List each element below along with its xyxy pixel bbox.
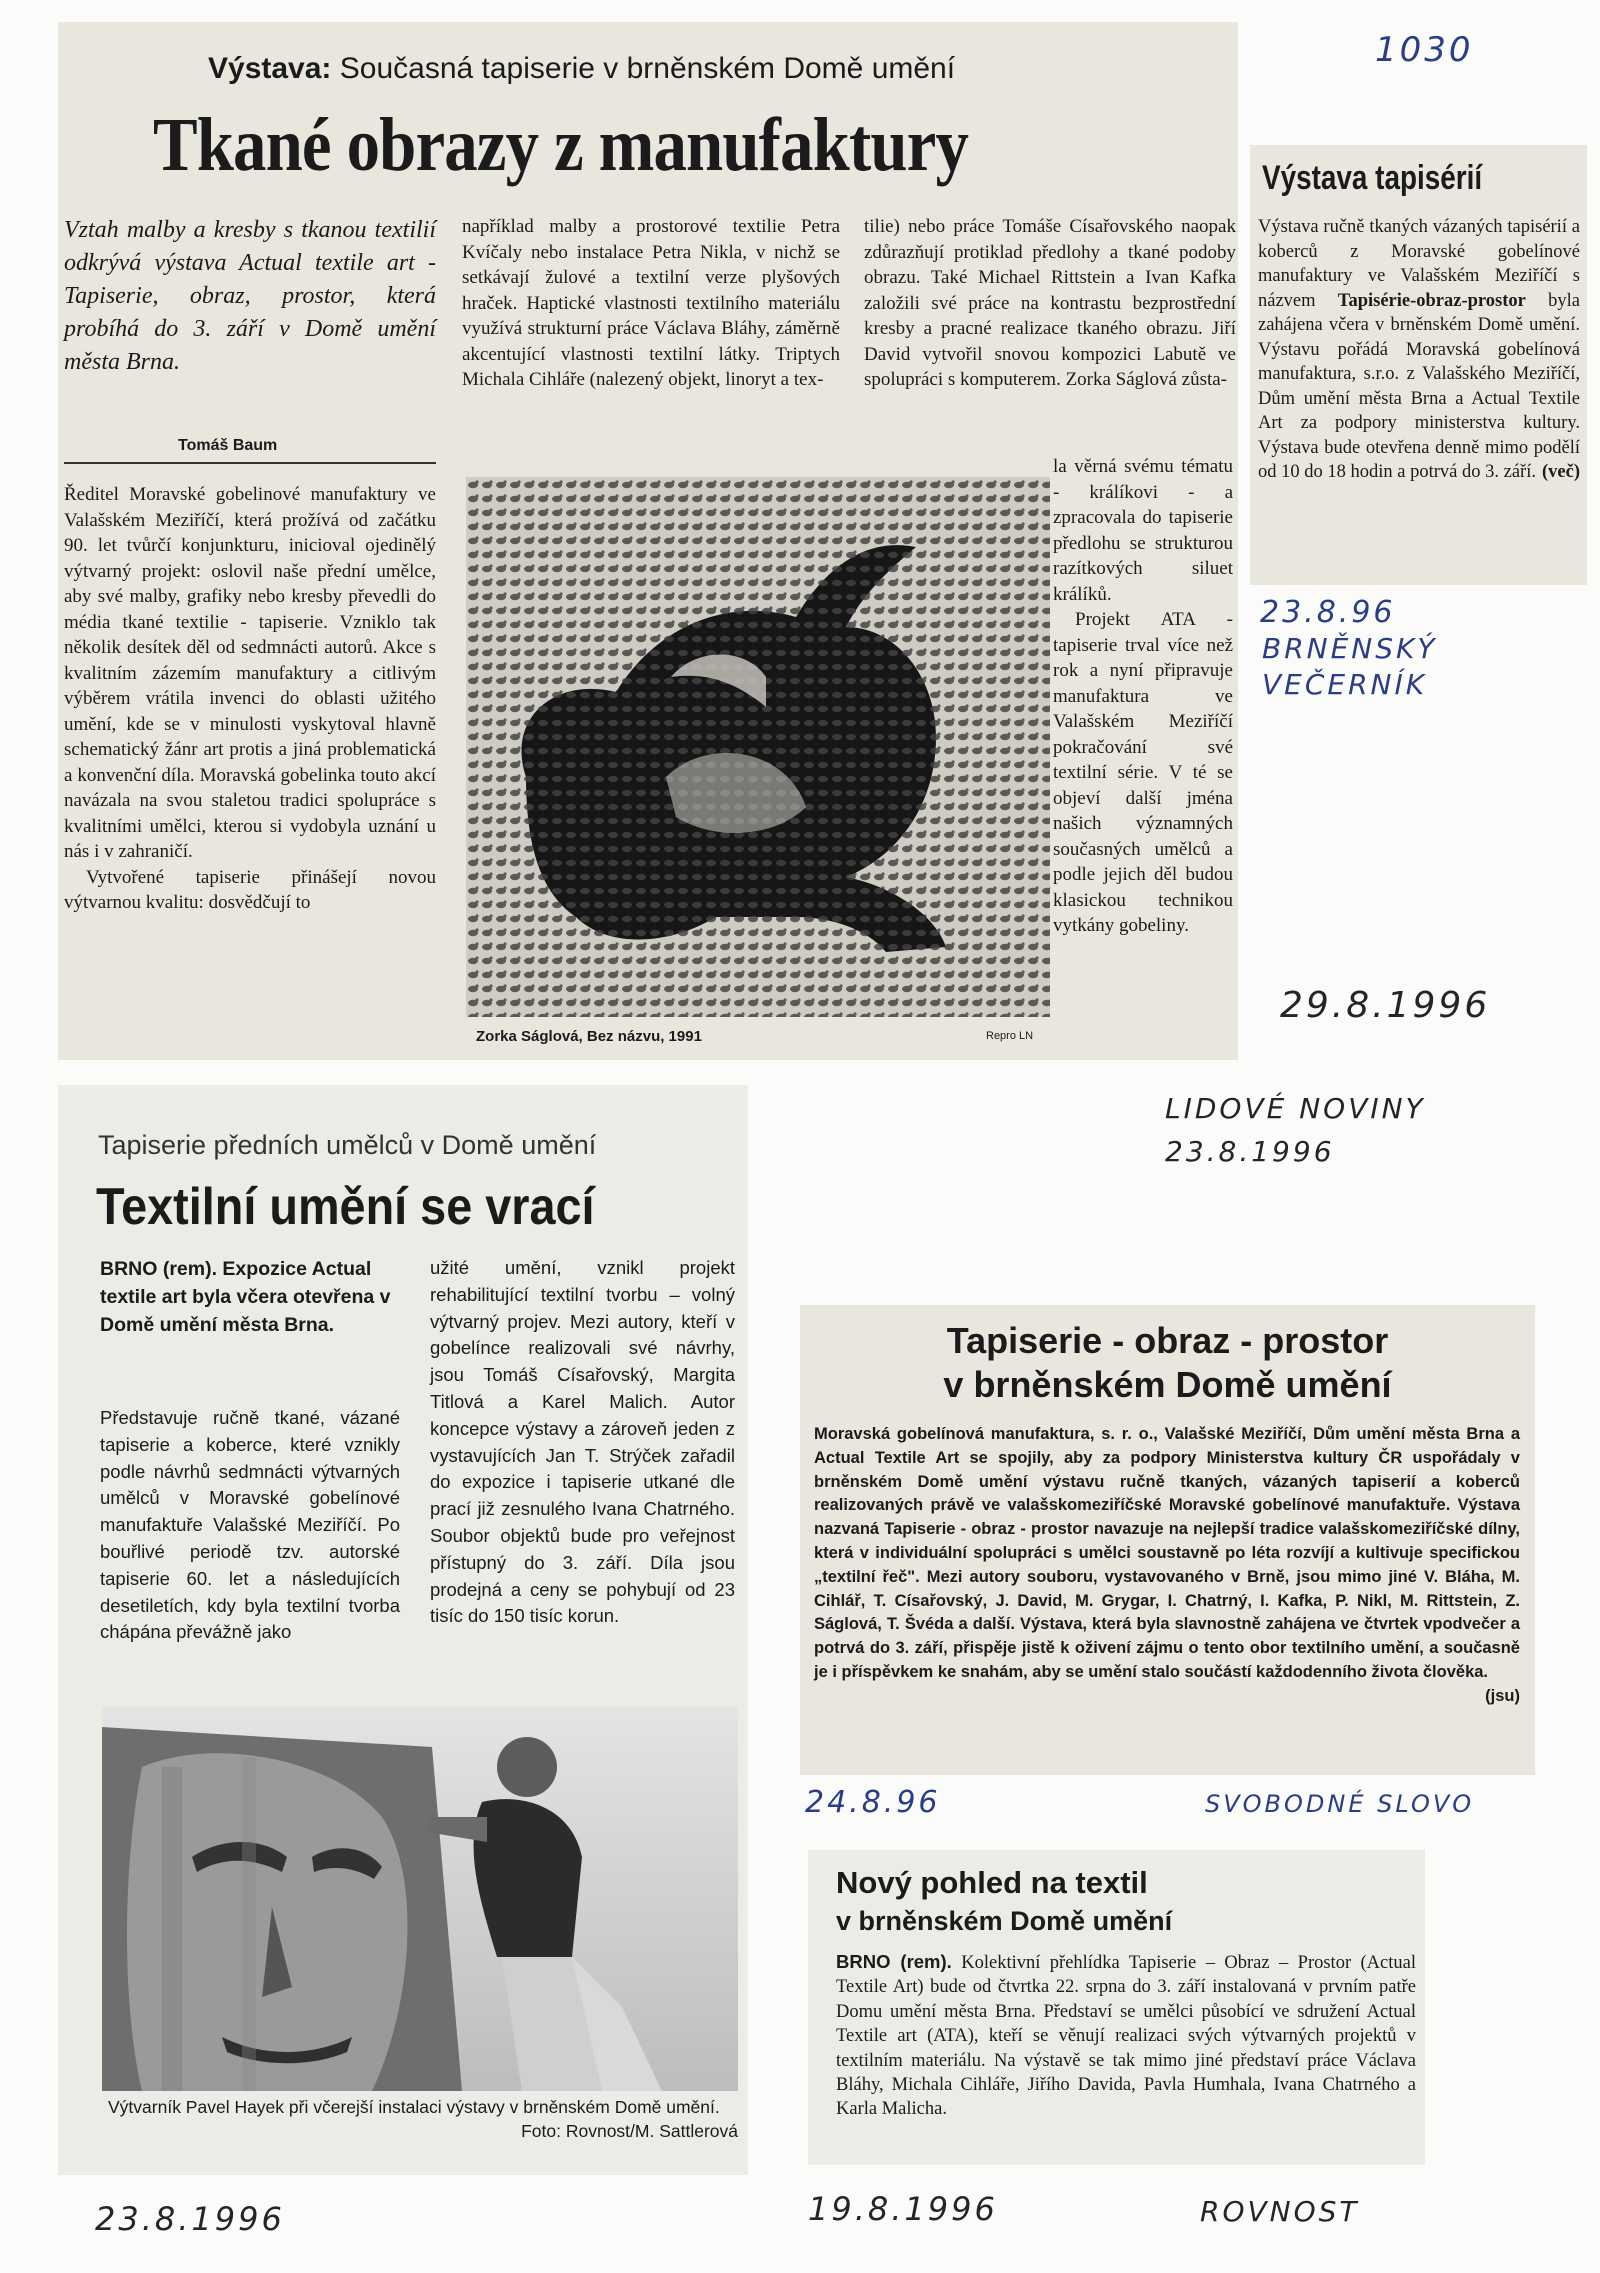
photo-caption: Výtvarník Pavel Hayek při včerejší instalaci výstavy v brněnském Domě umění. Foto: Rovnost/M. Sattlerová — [108, 2097, 738, 2141]
image-caption: Zorka Ságlová, Bez názvu, 1991 — [476, 1028, 702, 1045]
handwritten-source-note: ROVNOST — [1200, 2195, 1360, 2228]
article-tapiserie-obraz-prostor — [800, 1305, 1535, 1775]
article-headline: Nový pohled na textil v brněnském Domě umění — [836, 1865, 1173, 1936]
image-credit: Repro LN — [986, 1030, 1034, 1042]
article-tkane-obrazy — [58, 22, 1238, 1060]
article-body: Moravská gobelínová manufaktura, s. r. o., Valašské Meziříčí, Dům umění města Brna a Actual Textile Art se spojily, aby za podpory Ministerstva kultury ČR uspořádaly v brněnském Domě umění výstavu ručně tkaných, vázaných tapiserií a koberců realizovaných právě ve valašskomeziříčské Moravské gobelínové manufaktuře. Výstava nazvaná Tapiserie - obraz - prostor navazuje na nejlepší tradice valašskomeziříčské dílny, která v individuální spolupráci s umělci soustavně po léta rozvíjí a kultivuje specifickou „textilní řeč". Mezi autory souboru, vystavovaného v Brně, jsou mimo jiné V. Bláha, M. Cihlář, T. Císařovský, J. David, M. Grygar, I. Chatrný, I. Kafka, P. Nikl, M. Rittstein, Z. Ságlová, T. Švéda a další. Výstava, která byla slavnostně zahájena ve čtvrtek vpodvečer a potrvá do 3. září, přispěje jistě k oživení zájmu o tento obor textilního umění, a současně je i příspěvkem ke snahám, aby se umění stalo součástí každodenního života člověka. (jsu) — [814, 1425, 1520, 1705]
handwritten-source-note: VEČERNÍK — [1262, 668, 1428, 701]
article-body: BRNO (rem). Kolektivní přehlídka Tapiserie – Obraz – Prostor (Actual Textile Art) bude od čtvrtka 22. srpna do 3. září instalovaná v prvním patře Domu umění města Brna. Představí se umělci působící ve sdružení Actual Textile art (ATA), kteří se věnují realizaci svých výtvarných projektů v textilním materiálu. Na výstavě se tak mimo jiné představí práce Václava Bláhy, Michala Cihláře, Jiřího Davida, Pavla Humhala, Ivana Chatrného a Karla Malicha. — [836, 1951, 1416, 2120]
article-textilni-umeni — [58, 1085, 748, 2175]
handwritten-date-note: 23.8.96 — [1260, 595, 1396, 630]
handwritten-source-note: LIDOVÉ NOVINY — [1165, 1092, 1426, 1125]
article-column-2: užité umění, vznikl projekt rehabilitující textilní tvorbu – volný výtvarný projev. Mezi autory, kteří v gobelínce realizovali své návrhy, jsou Tomáš Císařovský, Margita Titlová a Karel Malich. Autor koncepce výstavy a zároveň jeden z vystavujících Jan T. Strýček zařadil do expozice i tapiserie utkané dle prací již zesnulého Ivana Chatrného. Soubor objektů bude pro veřejnost přístupný do 3. září. Díla jsou prodejná a ceny se pohybují od 23 tisíc do 150 tisíc korun. — [430, 1257, 735, 1627]
article-lead: BRNO (rem). Expozice Actual textile art byla včera otevřena v Domě umění města Brna. — [100, 1258, 391, 1336]
handwritten-date-note: 23.8.1996 — [1165, 1135, 1335, 1168]
handwritten-date-note: 24.8.96 — [805, 1785, 941, 1820]
article-headline: Tkané obrazy z manufaktury — [153, 103, 969, 187]
article-column-1: Představuje ručně tkané, vázané tapiserie a koberce, které vznikly podle návrhů sedmnácti výtvarných umělců v Moravské gobelínové manufaktuře Valašské Meziříčí. Po bouřlivé periodě tzv. autorské tapiserie 60. let a následujících desetiletích, kdy byla textilní tvorba chápána převážně jako — [100, 1407, 400, 1643]
page-number-note: 1030 — [1375, 30, 1474, 70]
article-column-1: Ředitel Moravské gobelinové manufaktury ve Valašském Meziříčí, která prožívá od začátku 90. let tvůrčí konjunkturu, inicioval ojedinělý výtvarný projekt: oslovil naše přední umělce, aby své malby, grafiky nebo kresby převedli do média tkané textilie - tapiserie. Vzniklo tak několik desítek děl od sedmnácti autorů. Akce s kvalitním zázemím manufaktury a citlivým výběrem vrátila invenci do oblasti užitého umění, kde se v minulosti vyskytoval hlavně schematický žánr art protis a jiná problematická a konvenční díla. Moravská gobelinka touto akcí navázala na svou staletou tradici spolupráce s kvalitními umělci, kterou si vydobyla uznání u nás i v zahraničí. Vytvořené tapiserie přinášejí novou výtvarnou kvalitu: dosvědčují to — [64, 484, 436, 913]
tapestry-rabbit-image — [466, 477, 1050, 1037]
divider — [64, 462, 436, 464]
article-vystava-tapiserii — [1250, 145, 1587, 585]
installation-photo — [102, 1707, 738, 2091]
handwritten-date-note: 23.8.1996 — [95, 2200, 285, 2238]
article-author: Tomáš Baum — [178, 437, 278, 454]
handwritten-date-note: 29.8.1996 — [1280, 985, 1491, 1026]
article-column-3: tilie) nebo práce Tomáše Císařovského naopak zdůrazňují protiklad předlohy a tkané podoby obrazu. Také Michael Rittstein a Ivan Kafka založili své práce na kontrastu bezprostřední kresby a pracné realizace tkaného obrazu. Jiří David vytvořil snovou kompozici Labutě ve spolupráci s komputerem. Zorka Ságlová zůsta- — [864, 216, 1236, 390]
handwritten-date-note: 19.8.1996 — [808, 2190, 998, 2228]
article-column-2: například malby a prostorové textilie Petra Kvíčaly nebo instalace Petra Nikla, v nichž se setkávají žulové a textilní verze plyšových hraček. Haptické vlastnosti textilního materiálu využívá strukturní práce Václava Bláhy, záměrně akcentující vlastnosti textilní látky. Triptych Michala Cihláře (nalezený objekt, linoryt a tex- — [462, 216, 840, 390]
handwritten-source-note: SVOBODNÉ SLOVO — [1205, 1790, 1475, 1818]
article-headline: Textilní umění se vrací — [96, 1178, 595, 1236]
article-headline: Výstava tapisérií — [1262, 159, 1483, 197]
article-headline: Tapiserie - obraz - prostor v brněnském Domě umění — [943, 1320, 1392, 1405]
article-column-3-continued: la věrná svému tématu - králíkovi - a zpracovala do tapiserie předlohu se strukturou razítkových siluet králíků. Projekt ATA - tapiserie trval více než rok a nyní připravuje manufaktura ve Valašském Meziříčí pokračování své textilní série. V té se objeví další jména našich významných současných umělců a podle jejich děl budou klasickou technikou vytkány gobeliny. — [1053, 456, 1233, 936]
handwritten-source-note: BRNĚNSKÝ — [1262, 632, 1438, 665]
article-novy-pohled — [808, 1850, 1425, 2165]
article-kicker: Výstava: Současná tapiserie v brněnském Domě umění — [208, 52, 956, 85]
article-lead: Vztah malby a kresby s tkanou textilií odkrývá výstava Actual textile art - Tapiserie, obraz, prostor, která probíhá do 3. září v Domě umění města Brna. — [64, 217, 436, 375]
article-kicker: Tapiserie předních umělců v Domě umění — [98, 1130, 597, 1160]
article-body: Výstava ručně tkaných vázaných tapisérií a koberců z Moravské gobelínové manufaktury ve Valašském Meziříčí s názvem Tapisérie-obraz-prostor byla zahájena včera v brněnském Domě umění. Výstavu pořádá Moravská gobelínová manufaktura, s.r.o. z Valašského Meziříčí, Dům umění města Brna a Actual Textile Art za podpory ministerstva kultury. Výstava bude otevřena denně mimo podělí od 10 do 18 hodin a potrvá do 3. září. (več) — [1258, 217, 1580, 482]
